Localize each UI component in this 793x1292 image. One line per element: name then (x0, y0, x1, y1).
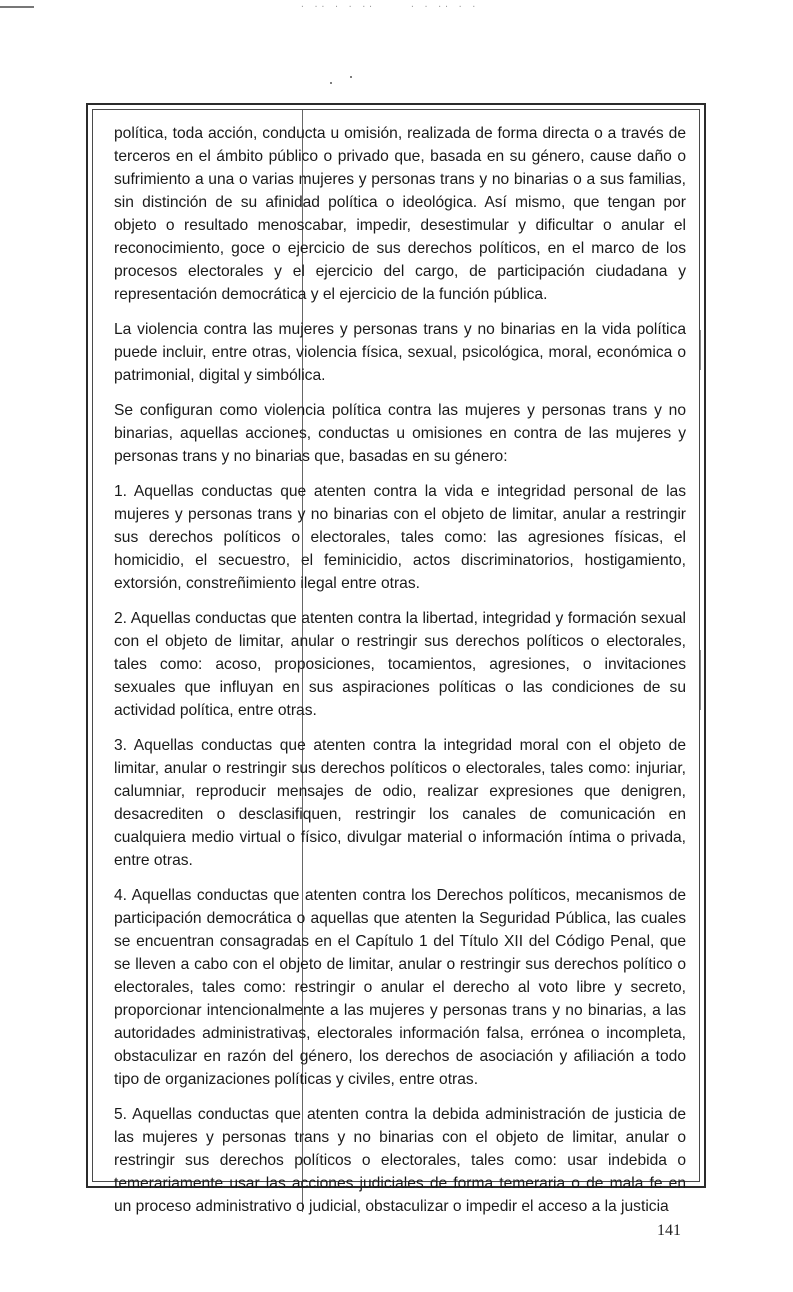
scan-artifact-dots: · · ·· · · (410, 2, 479, 11)
scan-artifact-dots: · ·· · · ·· (300, 2, 375, 11)
frame-tick (700, 330, 701, 370)
scan-speck (330, 82, 332, 84)
scan-speck (350, 76, 352, 78)
frame-tick (700, 650, 701, 710)
paragraph-configuration: Se configuran como violencia política contra las mujeres y personas trans y no binarias, aquellas acciones, conductas u omisiones en contra de las mujeres y personas trans y no binarias que, basadas en su género: (114, 402, 686, 465)
document-body (114, 122, 686, 1230)
list-item-5: 5. Aquellas conductas que atenten contra la debida administración de justicia de las mujeres y personas trans y no binarias con el objeto de limitar, anular o restringir sus derechos políticos o electorales, tales como: usar indebida o temerariamente usar las acciones judiciales de forma temeraria o de mala fe en un proceso administrativo o judicial, obstaculizar o impedir el acceso a la justicia (114, 1106, 686, 1215)
list-item-2: 2. Aquellas conductas que atenten contra la libertad, integridad y formación sexual con el objeto de limitar, anular o restringir sus derechos políticos o electorales, tales como: acoso, proposiciones, tocamientos, agresiones, o invitaciones sexuales que influyan en sus aspiraciones políticas o las condiciones de su actividad política, entre otras. (114, 610, 686, 719)
scan-artifact-line (0, 6, 34, 8)
paragraph-intro-continued: política, toda acción, conducta u omisión, realizada de forma directa o a través de terceros en el ámbito público o privado que, basada en su género, cause daño o sufrimiento a una o varias mujeres y personas trans y no binarias o a sus familias, sin distinción de su afinidad política o ideológica. Así mismo, que tengan por objeto o resultado menoscabar, impedir, desestimular y dificultar o anular el reconocimiento, goce o ejercicio de sus derechos políticos, en el marco de los procesos electorales y el ejercicio del cargo, de participación ciudadana y representación democrática y el ejercicio de la función pública. (114, 125, 686, 303)
list-item-4: 4. Aquellas conductas que atenten contra los Derechos políticos, mecanismos de participación democrática o aquellas que atenten la Seguridad Pública, las cuales se encuentran consagradas en el Capítulo 1 del Título XII del Código Penal, que se lleven a cabo con el objeto de limitar, anular o restringir sus derechos político o electorales, tales como: restringir o anular el derecho al voto libre y secreto, proporcionar intencionalmente a las mujeres y personas trans y no binarias, a las autoridades administrativas, electorales información falsa, errónea o incompleta, obstaculizar en razón del género, los derechos de asociación y afiliación a todo tipo de organizaciones políticas y civiles, entre otras. (114, 887, 686, 1088)
list-item-1: 1. Aquellas conductas que atenten contra la vida e integridad personal de las mujeres y personas trans y no binarias con el objeto de limitar, anular a restringir sus derechos políticos o electorales, tales como: las agresiones físicas, el homicidio, el secuestro, el feminicidio, actos discriminatorios, hostigamiento, extorsión, constreñimiento ilegal entre otras. (114, 483, 686, 592)
paragraph-violence-types: La violencia contra las mujeres y personas trans y no binarias en la vida política puede incluir, entre otras, violencia física, sexual, psicológica, moral, económica o patrimonial, digital y simbólica. (114, 321, 686, 384)
page-number: 141 (657, 1222, 681, 1239)
list-item-3: 3. Aquellas conductas que atenten contra la integridad moral con el objeto de limitar, anular o restringir sus derechos políticos o electorales, tales como: injuriar, calumniar, reproducir mensajes de odio, realizar expresiones que denigren, desacrediten o desclasifiquen, restringir los canales de comunicación en cualquiera medio virtual o físico, divulgar material o información íntima o privada, entre otras. (114, 737, 686, 869)
